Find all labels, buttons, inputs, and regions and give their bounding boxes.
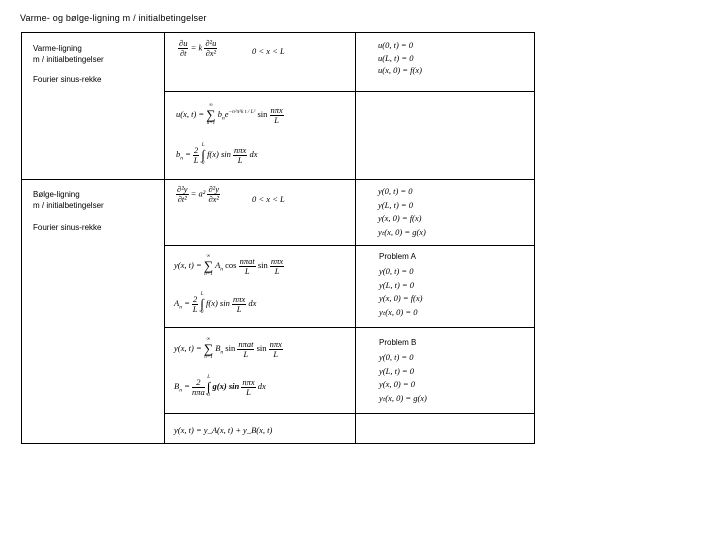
wave-fourier-label: Fourier sinus-rekke — [33, 223, 102, 232]
heat-series: u(x, t) = ∞ ∑ n=1 $b_ne^{-n^2\pi^2k t / L^2}$ sin $\frac{\text{nπx}}{L}$ — [176, 103, 283, 126]
problem-a-condition-2: y(L, t) = 0 — [379, 279, 415, 290]
problem-b-condition-4: yₜ(x, 0) = g(x) — [379, 392, 427, 403]
heat-pde-rhs: $\frac{\text{∂²u}}{\text{∂x²}}$ — [205, 38, 217, 58]
problem-a-label: Problem A — [379, 252, 416, 261]
problem-b-condition-1: y(0, t) = 0 — [379, 352, 414, 362]
wave-label-line2: m / initialbetingelser — [33, 201, 104, 210]
heat-condition-1: u(0, t) = 0 — [378, 40, 414, 50]
wave-label-line1: Bølge-ligning — [33, 190, 80, 199]
problem-a-series: y(x, t) = ∞ ∑ n=1 $A_n$ cos $\frac{\text{nπat}}{L}$ sin $\frac{\text{nπx}}{L}$ — [174, 254, 284, 277]
heat-label-line1: Varme-ligning — [33, 44, 82, 53]
heat-coef-formula: $b_n$ = $\frac{2}{L}$ L ∫ 0 f(x) sin $\frac{\text{nπx}}{L}$ dx — [176, 143, 258, 166]
problem-a-coef: $A_n$ = $\frac{2}{L}$ L ∫ 0 f(x) sin $\frac{\text{nπx}}{L}$ dx — [174, 292, 257, 315]
heat-label-line2: m / initialbetingelser — [33, 55, 104, 64]
sum-symbol: ∞ ∑ n=1 — [206, 103, 216, 126]
heat-pde-lhs: $\frac{\partial u}{\partial t}$ — [179, 38, 188, 58]
wave-condition-4: yₜ(x, 0) = g(x) — [378, 226, 426, 237]
problem-b-coef: $B_n$ = $\frac{2}{\text{nπa}}$ L ∫ 0 g(x) sin $\frac{\text{nπx}}{L}$ dx — [174, 375, 266, 398]
problem-b-conditions — [379, 351, 427, 405]
page-title: Varme- og bølge-ligning m / initialbetingelser — [20, 13, 207, 23]
column-divider-left — [164, 33, 165, 443]
problem-a-condition-4: yₜ(x, 0) = 0 — [379, 306, 418, 317]
wave-label — [33, 189, 104, 211]
problem-b-label: Problem B — [379, 338, 417, 347]
wave-condition-3: y(x, 0) = f(x) — [378, 213, 422, 223]
row-divider-heat-end — [22, 179, 534, 180]
row-divider-heat — [164, 91, 534, 92]
wave-conditions — [378, 185, 426, 239]
formula-table — [21, 32, 535, 444]
heat-condition-2: u(L, t) = 0 — [378, 52, 414, 63]
wave-domain: 0 < x < L — [252, 194, 285, 204]
column-divider-right — [355, 33, 356, 443]
heat-conditions — [378, 39, 422, 77]
integral-symbol: L ∫ 0 — [201, 143, 205, 166]
heat-domain: 0 < x < L — [252, 46, 285, 56]
problem-a-condition-3: y(x, 0) = f(x) — [379, 293, 423, 303]
heat-condition-3: u(x, 0) = f(x) — [378, 65, 422, 75]
row-divider-wave — [164, 245, 534, 246]
wave-pde: $\frac{\text{∂²y}}{\text{∂t²}}$ = a² $\frac{\text{∂²y}}{\text{∂x²}}$ — [177, 184, 219, 204]
heat-fourier-label: Fourier sinus-rekke — [33, 75, 102, 84]
wave-condition-2: y(L, t) = 0 — [378, 199, 414, 210]
problem-b-series: y(x, t) = ∞ ∑ n=1 $B_n$ sin $\frac{\text{nπat}}{L}$ sin $\frac{\text{nπx}}{L}$ — [174, 337, 282, 360]
heat-label — [33, 43, 104, 65]
problem-a-condition-1: y(0, t) = 0 — [379, 266, 414, 276]
problem-a-conditions — [379, 265, 423, 319]
problem-b-condition-2: y(L, t) = 0 — [379, 365, 415, 376]
superposition-formula: y(x, t) = y_A(x, t) + y_B(x, t) — [174, 425, 273, 435]
row-divider-problem-a — [164, 327, 534, 328]
problem-b-condition-3: y(x, 0) = 0 — [379, 379, 415, 389]
heat-pde: $\frac{\partial u}{\partial t}$ = k $\frac{\text{∂²u}}{\text{∂x²}}$ — [179, 38, 217, 58]
row-divider-problem-b — [164, 413, 534, 414]
wave-condition-1: y(0, t) = 0 — [378, 186, 413, 196]
